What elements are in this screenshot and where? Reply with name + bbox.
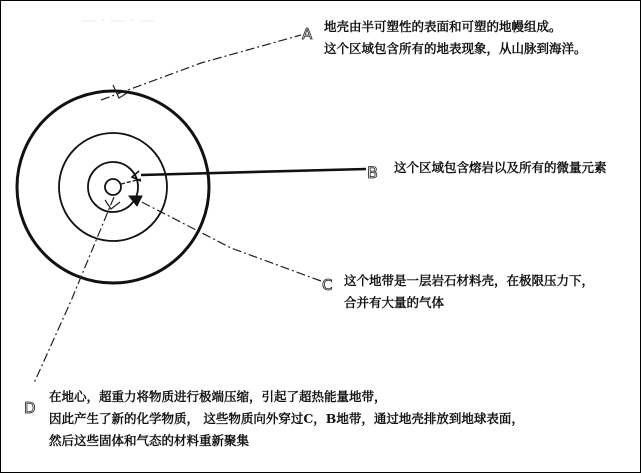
pointer-line-a xyxy=(101,35,301,100)
note-d-line-1: 在地心，超重力将物质进行极端压缩，引起了超热能量地带， xyxy=(49,389,387,404)
note-b-line-1: 这个区域包含熔岩以及所有的微量元素 xyxy=(394,160,607,175)
note-a xyxy=(324,16,587,60)
note-d-line-3: 然后这些固体和气态的材料重新聚集 xyxy=(49,433,250,448)
inner-core-circle xyxy=(105,179,121,195)
note-b xyxy=(394,157,607,179)
note-c xyxy=(344,270,594,314)
pointer-line-c xyxy=(132,197,321,281)
crust-circle-outer xyxy=(17,91,209,283)
label-b: B xyxy=(367,163,378,182)
note-d xyxy=(49,386,524,452)
outer-core-circle xyxy=(88,162,138,212)
note-a-line-2: 这个区域包含所有的地表现象，从山脉到海洋。 xyxy=(324,41,587,56)
mantle-circle xyxy=(59,133,167,241)
label-c: C xyxy=(322,276,333,294)
label-a: A xyxy=(302,25,313,43)
note-c-line-1: 这个地带是一层岩石材料壳，在极限压力下， xyxy=(344,273,595,288)
label-d: D xyxy=(24,399,36,417)
note-a-line-1: 地壳由半可塑性的表面和可塑的地幔组成。 xyxy=(324,19,562,34)
ghost-text-1: — · — · — xyxy=(81,11,155,29)
note-d-line-2: 因此产生了新的化学物质， 这些物质向外穿过C，B地带，通过地壳排放到地球表面， xyxy=(49,411,524,426)
note-c-line-2: 合并有大量的气体 xyxy=(344,295,445,310)
pointer-line-b xyxy=(141,169,366,175)
